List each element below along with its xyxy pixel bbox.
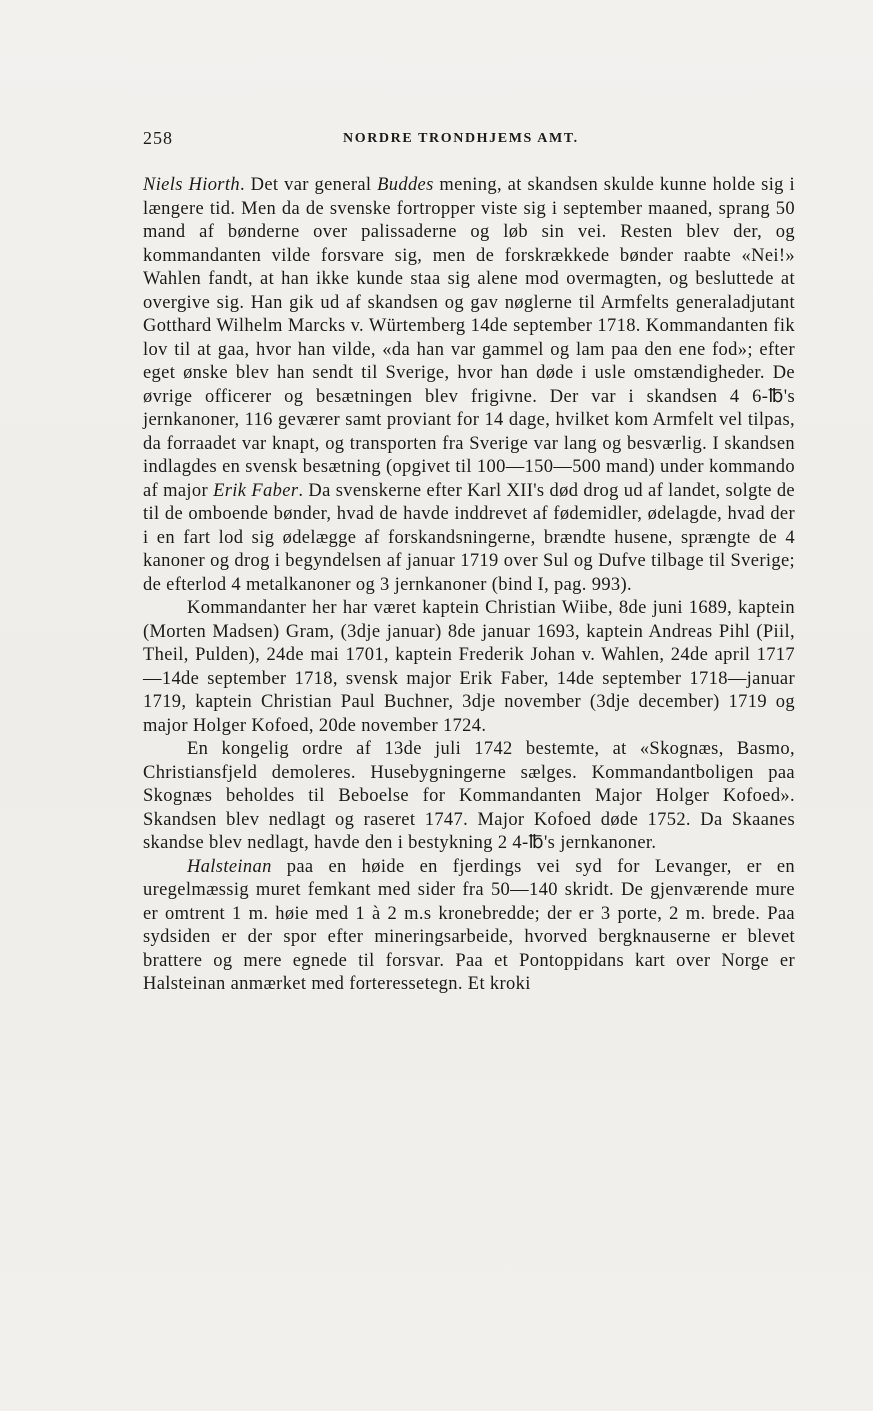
italic-text: Halsteinan <box>187 856 272 877</box>
italic-text: Buddes <box>377 175 434 195</box>
paragraph <box>143 597 795 738</box>
page-number: 258 <box>143 128 173 148</box>
italic-text: Niels Hiorth <box>143 175 240 195</box>
page-header <box>143 128 795 152</box>
running-head: NORDRE TRONDHJEMS AMT. <box>343 131 579 146</box>
paragraph <box>143 856 795 997</box>
text-run: . Det var general <box>239 175 378 195</box>
text-run: Kommandanter her har været kaptein Christian Wiibe, 8de juni 1689, kaptein (Morten Madsen) Gram, (3dje januar) 8de januar 1693, kaptein Andreas Pihl (Piil, Theil, Pulden), 24de mai 1701, kaptein Frederik Johan v. Wahlen, 24de april 1717—14de september 1718, svensk major Erik Faber, 14de september 1718—januar 1719, kaptein Christian Paul Buchner, 3dje november (3dje december) 1719 og major Holger Kofoed, 20de november 1724. <box>143 598 795 736</box>
paragraph <box>143 174 795 597</box>
text-run: mening, at skandsen skulde kunne holde sig i længere tid. Men da de svenske fortropper viste sig i september maaned, sprang 50 mand af bønderne over palissaderne og løb sin vei. Resten blev der, og kommandanten vilde forsvare sig, men de forskrækkede bønder raabte «Nei!» Wahlen fandt, at han ikke kunde staa sig alene mod overmagten, og besluttede at overgive sig. Han gik ud af skandsen og gav nøglerne til Armfelts generaladjutant Gotthard Wilhelm Marcks v. Würtemberg 14de september 1718. Kommandanten fik lov til at gaa, hvor han vilde, «da han var gammel og lam paa den ene fod»; efter eget ønske blev han sendt til Sverige, hvor han døde i usle omstændigheder. De øvrige officerer og besætningen blev frigivne. Der var i skandsen 4 6-℔'s jernkanoner, 116 geværer samt proviant for 14 dage, hvilket kom Armfelt vel tilpas, da forraadet var knapt, og transporten fra Sverige var lang og besværlig. I skandsen indlagdes en svensk besætning (opgivet til 100—150—500 mand) under kommando af major <box>143 175 795 501</box>
italic-text: Erik Faber <box>213 480 299 501</box>
text-run: En kongelig ordre af 13de juli 1742 bestemte, at «Skognæs, Basmo, Christiansfjeld demoleres. Husebygningerne sælges. Kommandantboligen paa Skognæs beholdes til Beboelse for Kommandanten Major Holger Kofoed». Skandsen blev nedlagt og raseret 1747. Major Kofoed døde 1752. Da Skaanes skandse blev nedlagt, havde den i bestykning 2 4-℔'s jernkanoner. <box>143 739 795 853</box>
body-text <box>143 174 795 997</box>
text-run: paa en høide en fjerdings vei syd for Levanger, er en uregelmæssig muret femkant med sider fra 50—140 skridt. De gjenværende mure er omtrent 1 m. høie med 1 à 2 m.s kronebredde; der er 3 porte, 2 m. brede. Paa sydsiden er der spor efter mineringsarbeide, hvorved bergknauserne er blevet brattere og mere egnede til forsvar. Paa et Pontoppidans kart over Norge er Halsteinan anmærket med forteressetegn. Et kroki <box>143 856 795 994</box>
text-run: . Da svenskerne efter Karl XII's død drog ud af landet, solgte de til de omboende bønder, hvad de havde inddrevet af fødemidler, ødelagde, hvad der i en fart lod sig ødelægge af forskandsningerne, brændte husene, sprængte de 4 kanoner og drog i begyndelsen af januar 1719 over Sul og Dufve tilbage til Sverige; de efterlod 4 metalkanoner og 3 jernkanoner (bind I, pag. 993). <box>143 480 795 595</box>
paragraph <box>143 738 795 856</box>
